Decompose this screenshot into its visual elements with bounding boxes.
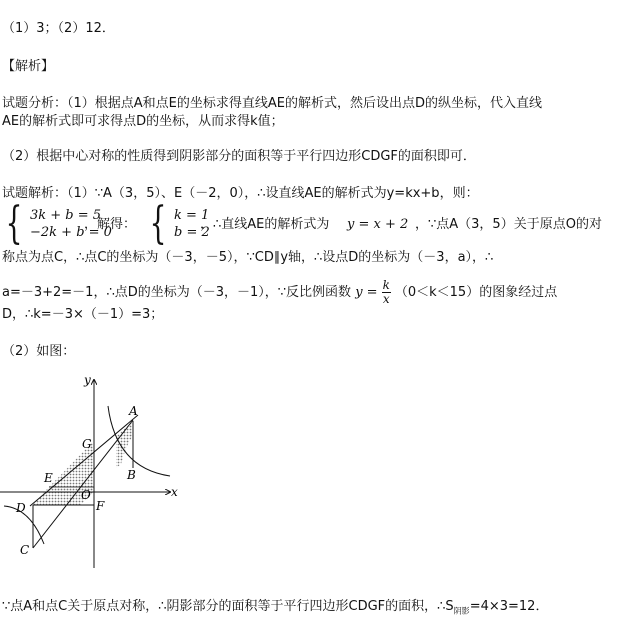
brace-icon: {: [5, 198, 23, 249]
label-G: G: [82, 437, 92, 451]
solution-line-3: 称点为点C，∴点C的坐标为（－3，－5），∵CD∥y轴，∴设点D的坐标为（－3，a），∴: [2, 250, 494, 265]
system1-eq2: −2k + b = 0: [30, 225, 112, 240]
label-B: B: [127, 468, 136, 482]
line4-pre: a=－3+2=－1，∴点D的坐标为（－3，－1），∵反比例函数: [2, 285, 352, 300]
system2-eq2: b = 2: [174, 225, 210, 240]
conclusion-pre: ∵点A和点C关于原点对称，∴阴影部分的面积等于平行四边形CDGF的面积，∴S: [2, 599, 454, 614]
reciprocal-y: y =: [355, 285, 378, 300]
solution-line-1: 试题解析：（1）∵A（3，5）、E（－2，0），∴设直线AE的解析式为y=kx+b，则：: [2, 186, 479, 201]
answer-line: （1）3；（2）12．: [2, 21, 115, 36]
conclusion-post: =4×3=12．: [469, 599, 549, 614]
after-solve-text: ，∴直线AE的解析式为: [200, 217, 330, 232]
fraction-numerator: k: [382, 278, 390, 292]
label-E: E: [44, 471, 53, 485]
system1-eq1: 3k + b = 5: [30, 208, 102, 223]
analysis-line-1: 试题分析：（1）根据点A和点E的坐标求得直线AE的解析式，然后设出点D的纵坐标，代入直线: [2, 96, 542, 111]
solution-line-5: D，∴k=－3×（－1）=3；: [2, 307, 164, 322]
conclusion-subscript: 阴影: [453, 606, 470, 616]
line-equation: y = x + 2: [347, 217, 409, 232]
label-O: O: [81, 488, 91, 502]
analysis-line-2: AE的解析式即可求得点D的坐标，从而求得k值；: [2, 114, 284, 129]
label-C: C: [20, 543, 30, 557]
solution-line-4: [2, 279, 557, 306]
label-D: D: [16, 501, 26, 515]
conclusion-line: [2, 598, 548, 621]
brace-icon: {: [149, 198, 167, 249]
fraction-k-over-x: [382, 279, 391, 306]
label-A: A: [129, 404, 138, 418]
analysis-line-3: （2）根据中心对称的性质得到阴影部分的面积等于平行四边形CDGF的面积即可．: [2, 149, 476, 164]
after-equation-text: ，∵点A（3，5）关于原点O的对: [415, 217, 602, 232]
system2-eq1: k = 1: [174, 208, 210, 223]
part2-label: （2）如图：: [2, 344, 76, 359]
solve-text: ，解得：: [84, 217, 137, 232]
line4-post: （0＜k＜15）的图象经过点: [394, 285, 558, 300]
label-x: x: [171, 485, 178, 499]
coordinate-figure: [0, 368, 190, 578]
shaded-region-right: [116, 421, 133, 468]
label-y: y: [84, 373, 91, 387]
analysis-heading: 【解析】: [2, 59, 55, 74]
label-F: F: [96, 499, 105, 513]
fraction-denominator: x: [382, 292, 390, 306]
